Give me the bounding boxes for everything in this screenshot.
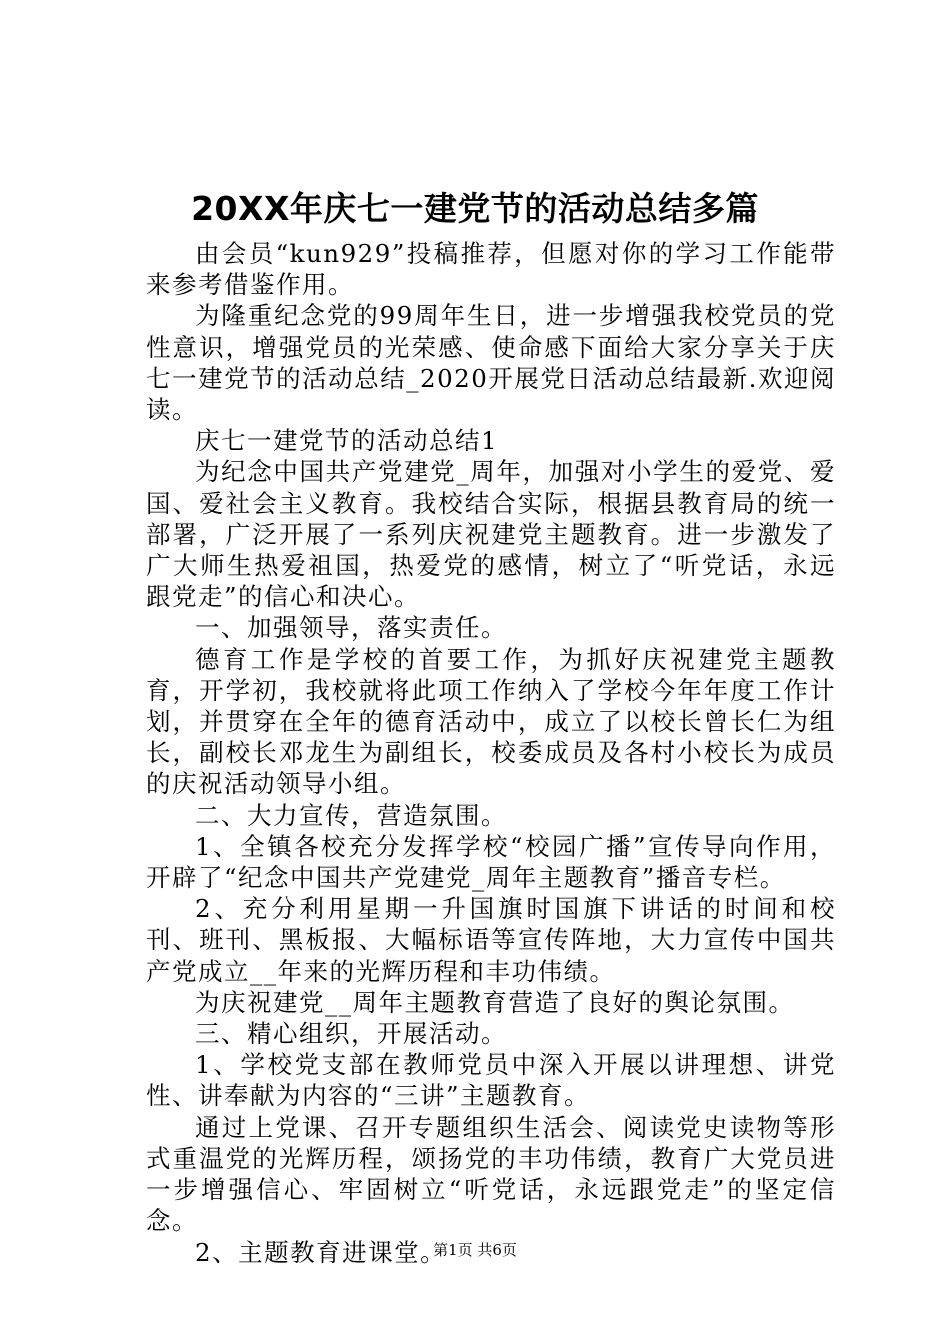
paragraph-summary: 为隆重纪念党的99周年生日，进一步增强我校党员的党性意识，增强党员的光荣感、使命感下面给大家分享关于庆七一建党节的活动总结_2020开展党日活动总结最新.欢迎阅读。 (146, 301, 836, 425)
paragraph: 1、全镇各校充分发挥学校“校园广播”宣传导向作用，开辟了“纪念中国共产党建党_周年主题教育”播音专栏。 (146, 831, 836, 893)
page-number: 第1页 共6页 (433, 1241, 517, 1259)
paragraph: 2、充分利用星期一升国旗时国旗下讲话的时间和校刊、班刊、黑板报、大幅标语等宣传阵地，大力宣传中国共产党成立__年来的光辉历程和丰功伟绩。 (146, 894, 836, 986)
paragraph: 2、主题教育进课堂。 (195, 1237, 447, 1267)
paragraph: 通过上党课、召开专题组织生活会、阅读党史读物等形式重温党的光辉历程，颂扬党的丰功伟绩，教育广大党员进一步增强信心、牢固树立“听党话，永远跟党走”的坚定信念。 (146, 1112, 836, 1236)
section-heading: 庆七一建党节的活动总结1 (195, 426, 499, 456)
document-body (146, 238, 836, 1268)
paragraph-intro: 由会员“kun929”投稿推荐，但愿对你的学习工作能带来参考借鉴作用。 (146, 239, 836, 300)
section-heading: 三、精心组织，开展活动。 (195, 1019, 507, 1049)
section-heading: 一、加强领导，落实责任。 (195, 613, 507, 643)
paragraph: 为纪念中国共产党建党_周年，加强对小学生的爱党、爱国、爱社会主义教育。我校结合实际，根据县教育局的统一部署，广泛开展了一系列庆祝建党主题教育。进一步激发了广大师生热爱祖国，热爱党的感情，树立了“听党话，永远跟党走”的信心和决心。 (146, 457, 836, 612)
document-title: 20XX年庆七一建党节的活动总结多篇 (191, 189, 759, 228)
paragraph: 1、学校党支部在教师党员中深入开展以讲理想、讲党性、讲奉献为内容的“三讲”主题教育。 (146, 1050, 836, 1111)
paragraph: 为庆祝建党__周年主题教育营造了良好的舆论氛围。 (195, 987, 795, 1017)
section-heading: 二、大力宣传，营造氛围。 (195, 800, 507, 830)
paragraph: 德育工作是学校的首要工作，为抓好庆祝建党主题教育，开学初，我校就将此项工作纳入了学校今年年度工作计划，并贯穿在全年的德育活动中，成立了以校长曾长仁为组长，副校长邓龙生为副组长，校委成员及各村小校长为成员的庆祝活动领导小组。 (146, 644, 836, 799)
